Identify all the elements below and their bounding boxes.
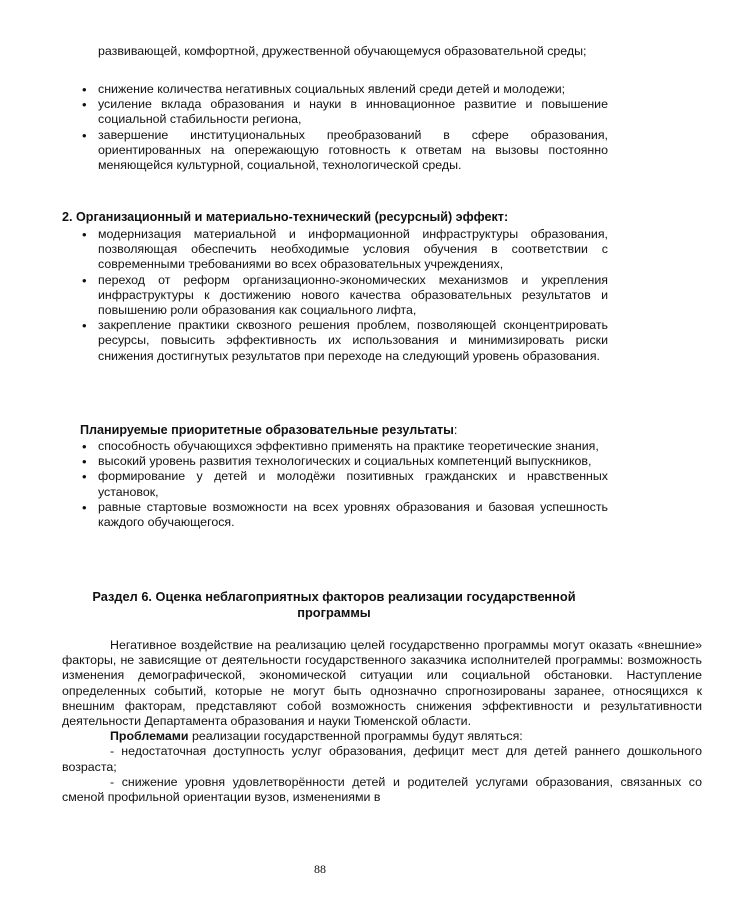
planned-results-heading-block — [0, 423, 640, 438]
bullet-icon: • — [82, 318, 87, 334]
bullet-icon: • — [82, 227, 87, 242]
list-item: • переход от реформ организационно-экономических механизмов и укрепления инфраструктуры к достижению нового качества образовательных результатов и повышению роли образования как социального лифта, — [82, 272, 608, 318]
dash-item: - снижение уровня удовлетворённости детей и родителей услугами образования, связанных со сменой профильной ориентации вузов, изменениями в — [62, 774, 702, 805]
bullet-icon: • — [82, 499, 87, 515]
bullet-icon: • — [82, 127, 87, 143]
section6-heading-block — [0, 589, 640, 621]
bullet-icon: • — [82, 272, 87, 288]
list-item: • равные стартовые возможности на всех уровнях образования и базовая успешность каждого обучающегося. — [82, 499, 608, 530]
dash-item: - недостаточная доступность услуг образования, дефицит мест для детей раннего дошкольного возраста; — [62, 744, 702, 774]
top-continuation-block — [0, 44, 640, 59]
paragraph-problems: Проблемами реализации государственной программы будут являться: — [110, 729, 523, 744]
bullet-icon: • — [82, 82, 87, 97]
section-heading: 2. Организационный и материально-технический (ресурсный) эффект: — [62, 210, 509, 224]
list-item: • завершение институциональных преобразований в сфере образования, ориентированных на опережающую готовность к ответам на вызовы постоянно меняющейся культурной, социальной, технологической среды. — [82, 127, 608, 173]
list-item: • способность обучающихся эффективно применять на практике теоретические знания, — [82, 439, 599, 454]
section2-heading-block — [0, 210, 640, 225]
continuation-text: развивающей, комфортной, дружественной обучающемуся образовательной среды; — [98, 44, 587, 58]
bullet-icon: • — [82, 454, 87, 470]
page-number: 88 — [314, 862, 326, 876]
section6-body — [0, 638, 734, 805]
subsection-heading: Планируемые приоритетные образовательные результаты: — [80, 423, 458, 437]
list-item: • формирование у детей и молодёжи позитивных гражданских и нравственных установок, — [82, 469, 608, 499]
list-item: • снижение количества негативных социальных явлений среди детей и молодежи; — [82, 82, 566, 97]
section-heading: Раздел 6. Оценка неблагоприятных факторов реализации государственной программы — [92, 589, 576, 620]
list-planned-results — [0, 439, 640, 530]
list-organizational-effects — [0, 227, 640, 364]
bullet-icon: • — [82, 469, 87, 485]
list-social-effects — [0, 82, 640, 173]
list-item: • закрепление практики сквозного решения проблем, позволяющей сконцентрировать ресурсы, повысить эффективность их использования и минимизировать риски снижения достигнутых результатов при переходе на следующий уровень образования. — [82, 318, 608, 363]
bullet-icon: • — [82, 97, 87, 113]
list-item: • усиление вклада образования и науки в инновационное развитие и повышение социальной стабильности региона, — [82, 97, 608, 127]
list-item: • модернизация материальной и информационной инфраструктуры образования, позволяющая обеспечить необходимые условия обучения в соответствии с современными требованиями во всех образовательных учреждениях, — [82, 227, 608, 272]
list-item: • высокий уровень развития технологических и социальных компетенций выпускников, — [82, 454, 592, 470]
bullet-icon: • — [82, 439, 87, 454]
paragraph: Негативное воздействие на реализацию целей государственно программы могут оказать «внешние» факторы, не зависящие от деятельности государственного заказчика исполнителей программы: возможность изменения демографической, экономической ситуации или социальной обстановки. Наступление определенных событий, которые не могут быть однозначно спрогнозированы заранее, относящихся к внешним факторам, представляют собой возможность снижения эффективности и результативности деятельности Департамента образования и науки Тюменской области. — [62, 638, 702, 729]
